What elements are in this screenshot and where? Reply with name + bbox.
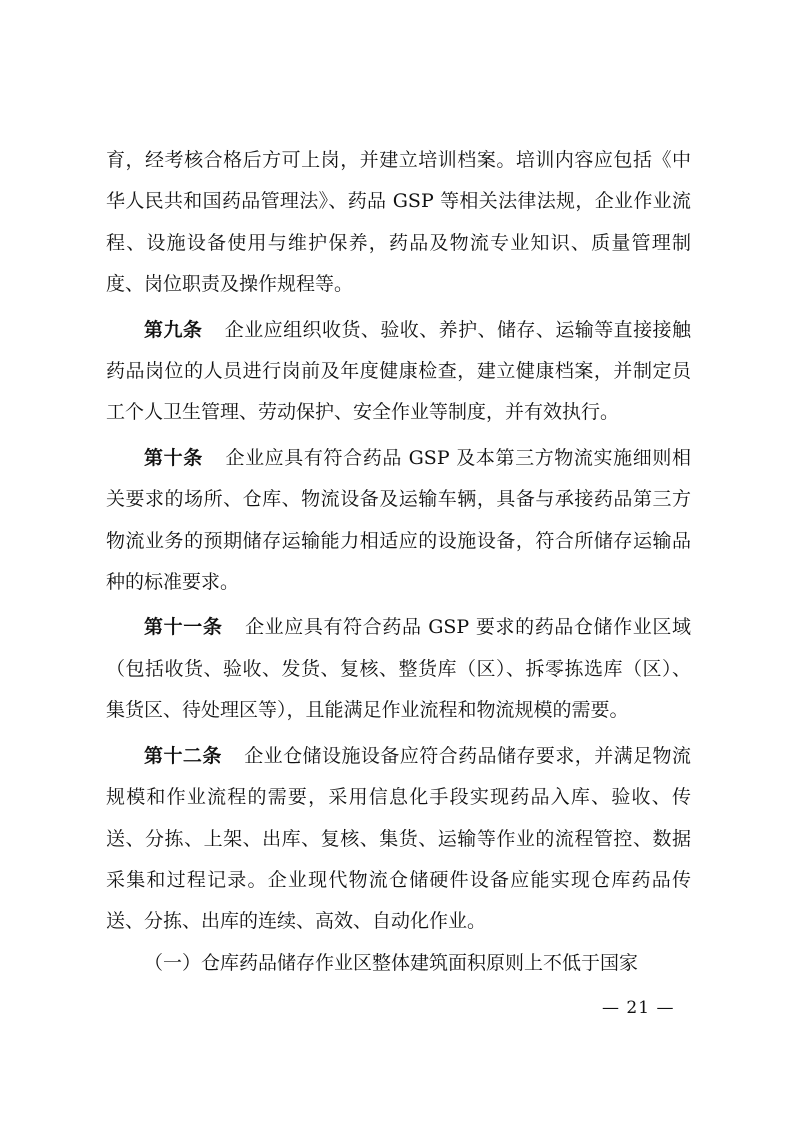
page-number: — 21 — (602, 998, 675, 1018)
item-text: （一）仓库药品储存作业区整体建筑面积原则上不低于国家 (144, 951, 639, 974)
article-number: 第九条 (144, 318, 203, 341)
paragraph-continued-training (106, 140, 691, 306)
item-1 (106, 943, 691, 984)
article-text: 企业应具有符合药品 GSP 要求的药品仓储作业区域（包括收货、验收、发货、复核、整货库（区）、拆零拣选库（区）、集货区、待处理区等），且能满足作业流程和物流规模的需要。 (106, 616, 691, 722)
article-12 (106, 736, 691, 943)
article-text: 企业仓储设施设备应符合药品储存要求，并满足物流规模和作业流程的需要，采用信息化手段实现药品入库、验收、传送、分拣、上架、出库、复核、集货、运输等作业的流程管控、数据采集和过程记录。企业现代物流仓储硬件设备应能实现仓库药品传送、分拣、出库的连续、高效、自动化作业。 (106, 744, 691, 933)
paragraph-text: 育，经考核合格后方可上岗，并建立培训档案。培训内容应包括《中华人民共和国药品管理法》、药品 GSP 等相关法律法规，企业作业流程、设施设备使用与维护保养，药品及物流专业知识、质量管理制度、岗位职责及操作规程等。 (106, 149, 691, 296)
article-number: 第十条 (144, 446, 203, 469)
article-number: 第十二条 (144, 744, 222, 767)
article-text: 企业应组织收货、验收、养护、储存、运输等直接接触药品岗位的人员进行岗前及年度健康检查，建立健康档案，并制定员工个人卫生管理、劳动保护、安全作业等制度，并有效执行。 (106, 318, 691, 424)
document-body (106, 140, 691, 984)
article-text: 企业应具有符合药品 GSP 及本第三方物流实施细则相关要求的场所、仓库、物流设备及运输车辆，具备与承接药品第三方物流业务的预期储存运输能力相适应的设施设备，符合所储存运输品种的标准要求。 (106, 446, 691, 594)
article-number: 第十一条 (144, 616, 223, 639)
article-11 (106, 607, 691, 731)
article-10 (106, 438, 691, 604)
article-9 (106, 310, 691, 434)
